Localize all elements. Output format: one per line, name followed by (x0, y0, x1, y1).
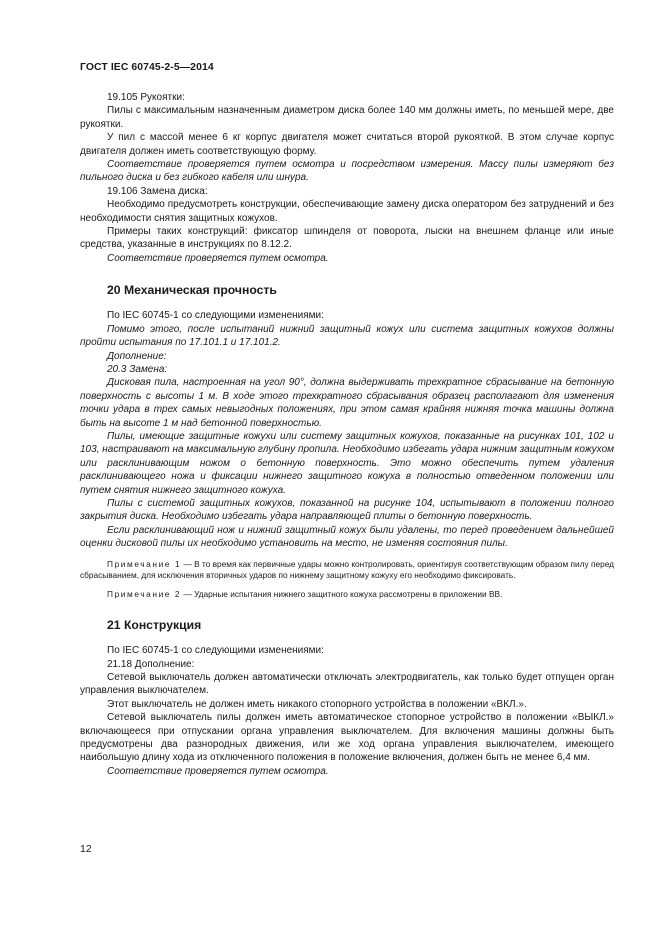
note-1-text: — В то время как первичные удары можно контролировать, ориентируя соответствующим образом пилу перед сбрасыванием, для исключения вторичных ударов по нижнему защитному кожуху его необходимо фиксировать. (80, 558, 614, 580)
page-number: 12 (80, 843, 92, 855)
paragraph: Дополнение: (107, 350, 167, 362)
paragraph: Сетевой выключатель пилы должен иметь автоматическое стопорное устройство в положении «ВЫКЛ.» включающееся при отпускании органа управления выключателем. Для включения машины должны быть предусмотрены два разнородных движения, или же ход органа управления выключателем, имеющего наибольшую длину хода из отключенного положения в положение включения, должен быть не менее 6,4 мм. (80, 712, 614, 764)
paragraph: Пилы с системой защитных кожухов, показанной на рисунке 104, испытывают в положении полного закрытия диска. Необходимо избегать удара направляющей плиты о бетонную поверхность. (80, 497, 614, 523)
section-21-title: 21 Конструкция (107, 618, 202, 633)
paragraph: Помимо этого, после испытаний нижний защитный кожух или система защитных кожухов должны пройти испытания по 17.101.1 и 17.101.2. (80, 323, 614, 349)
paragraph: Сетевой выключатель должен автоматически отключать электродвигатель, как только будет отпущен орган управления выключателем. (80, 672, 614, 697)
note-2-label: Примечание 2 (107, 589, 182, 599)
compliance-paragraph: Соответствие проверяется путем осмотра. (107, 765, 329, 777)
section-20-title: 20 Механическая прочность (107, 283, 277, 298)
paragraph: По IEC 60745-1 со следующими изменениями: (107, 645, 324, 657)
paragraph: Примеры таких конструкций: фиксатор шпинделя от поворота, лыски на внешнем фланце или иные средства, указанные в инструкциях по 8.12.2. (80, 226, 614, 251)
clause-21-18-heading: 21.18 Дополнение: (107, 658, 195, 670)
compliance-paragraph: Соответствие проверяется путем осмотра и посредством измерения. Массу пилы измеряют без пильного диска и без гибкого кабеля или шнура. (80, 159, 614, 184)
note-1 (80, 559, 614, 581)
document-header: ГОСТ IEC 60745-2-5—2014 (80, 62, 214, 73)
paragraph: Дисковая пила, настроенная на угол 90°, должна выдерживать трехкратное сбрасывание на бетонную поверхность с высоты 1 м. В ходе этого трехкратного сбрасывания образец располагают для изменения точки удара в трех самых невыгодных положениях, при этом самая крайняя нижняя точка машины должна быть на высоте 1 м над бетонной поверхностью. (80, 377, 614, 429)
paragraph: У пил с массой менее 6 кг корпус двигателя может считаться второй рукояткой. В этом случае корпус двигателя должен иметь соответствующую форму. (80, 132, 614, 157)
compliance-paragraph: Соответствие проверяется путем осмотра. (107, 252, 329, 264)
clause-20-3-heading: 20.3 Замена: (107, 363, 168, 375)
note-2 (80, 589, 614, 600)
note-1-label: Примечание 1 (107, 558, 182, 569)
clause-19-106-heading: 19.106 Замена диска: (107, 185, 208, 197)
note-2-text: — Ударные испытания нижнего защитного кожуха рассмотрены в приложении ВВ. (181, 589, 503, 599)
paragraph: Пилы с максимальным назначенным диаметром диска более 140 мм должны иметь, по меньшей мере, две рукоятки. (80, 105, 614, 130)
paragraph: Необходимо предусмотреть конструкции, обеспечивающие замену диска оператором без затруднений и без необходимости снятия защитных кожухов. (80, 199, 614, 224)
paragraph: По IEC 60745-1 со следующими изменениями: (107, 310, 324, 322)
paragraph: Если расклинивающий нож и нижний защитный кожух были удалены, то перед проведением дальнейшей оценки дисковой пилы их необходимо установить на место, не изменяя состояния пилы. (80, 524, 614, 550)
page-content (80, 91, 614, 778)
paragraph: Пилы, имеющие защитные кожухи или систему защитных кожухов, показанные на рисунках 101, 102 и 103, настраивают на максимальную глубину пропила. Необходимо избегать удара нижним защитным кожухом или расклинивающим ножом о бетонную поверхность. Это можно обеспечить путем удаления расклинивающего ножа и фиксации нижнего защитного кожуха в полностью отведенном положении или путем снятия нижнего защитного кожуха. (80, 430, 614, 496)
clause-19-105-heading: 19.105 Рукоятки: (107, 92, 185, 103)
paragraph: Этот выключатель не должен иметь никакого стопорного устройства в положении «ВКЛ.». (107, 698, 527, 710)
